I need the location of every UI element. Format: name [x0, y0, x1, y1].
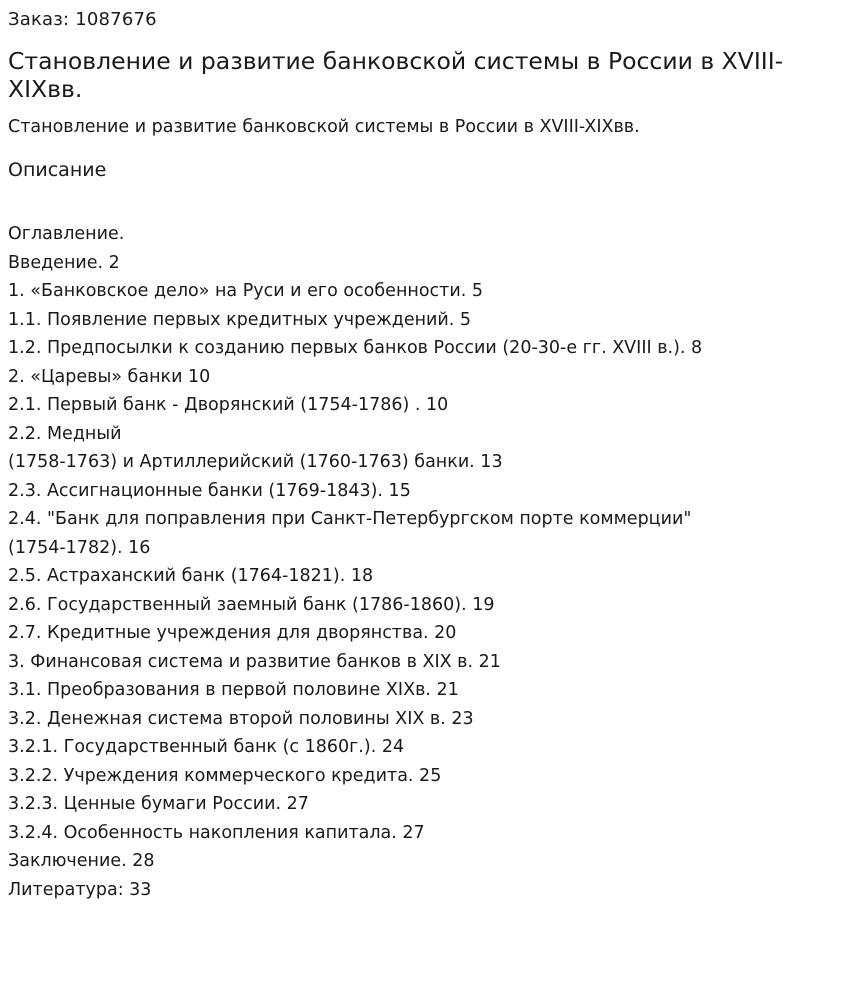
toc-item: 2.2. Медный — [8, 423, 122, 444]
toc-item: 2.4. "Банк для поправления при Санкт-Петербургском порте коммерции" — [8, 509, 692, 529]
toc-item: 1.2. Предпосылки к созданию первых банков России (20-30-е гг. XVIII в.). 8 — [8, 338, 703, 358]
toc-item: (1754-1782). 16 — [8, 537, 151, 558]
toc-item: 2.3. Ассигнационные банки (1769-1843). 15 — [8, 480, 411, 501]
toc-item: (1758-1763) и Артиллерийский (1760-1763) банки. 13 — [8, 452, 503, 472]
toc-item: Заключение. 28 — [8, 851, 155, 871]
toc-item: Литература: 33 — [8, 879, 152, 900]
page-title: Становление и развитие банковской системы в России в XVIII-XIXвв. — [8, 47, 784, 103]
description-heading: Описание — [8, 159, 107, 181]
table-of-contents — [8, 220, 838, 904]
toc-item: 2.5. Астраханский банк (1764-1821). 18 — [8, 566, 374, 586]
toc-item: 3. Финансовая система и развитие банков в XIX в. 21 — [8, 651, 501, 672]
toc-item: 3.2.1. Государственный банк (с 1860г.). 24 — [8, 737, 405, 757]
toc-item: Введение. 2 — [8, 252, 120, 273]
toc-item: 2. «Царевы» банки 10 — [8, 366, 211, 387]
toc-item: 2.1. Первый банк - Дворянский (1754-1786) . 10 — [8, 395, 449, 415]
toc-item: 3.2. Денежная система второй половины XIX в. 23 — [8, 708, 474, 729]
toc-item: 1.1. Появление первых кредитных учреждений. 5 — [8, 309, 472, 330]
toc-item: 3.2.2. Учреждения коммерческого кредита. 25 — [8, 765, 442, 786]
toc-item: 3.2.3. Ценные бумаги России. 27 — [8, 794, 309, 814]
order-number: Заказ: 1087676 — [8, 9, 157, 30]
toc-item: Оглавление. — [8, 224, 125, 244]
toc-item: 3.1. Преобразования в первой половине XIXв. 21 — [8, 680, 459, 700]
toc-item: 3.2.4. Особенность накопления капитала. 27 — [8, 822, 425, 843]
page-subtitle: Становление и развитие банковской системы в России в XVIII-XIXвв. — [8, 117, 640, 137]
toc-item: 2.7. Кредитные учреждения для дворянства. 20 — [8, 623, 457, 643]
toc-item: 2.6. Государственный заемный банк (1786-1860). 19 — [8, 594, 495, 615]
toc-item: 1. «Банковское дело» на Руси и его особенности. 5 — [8, 281, 483, 301]
